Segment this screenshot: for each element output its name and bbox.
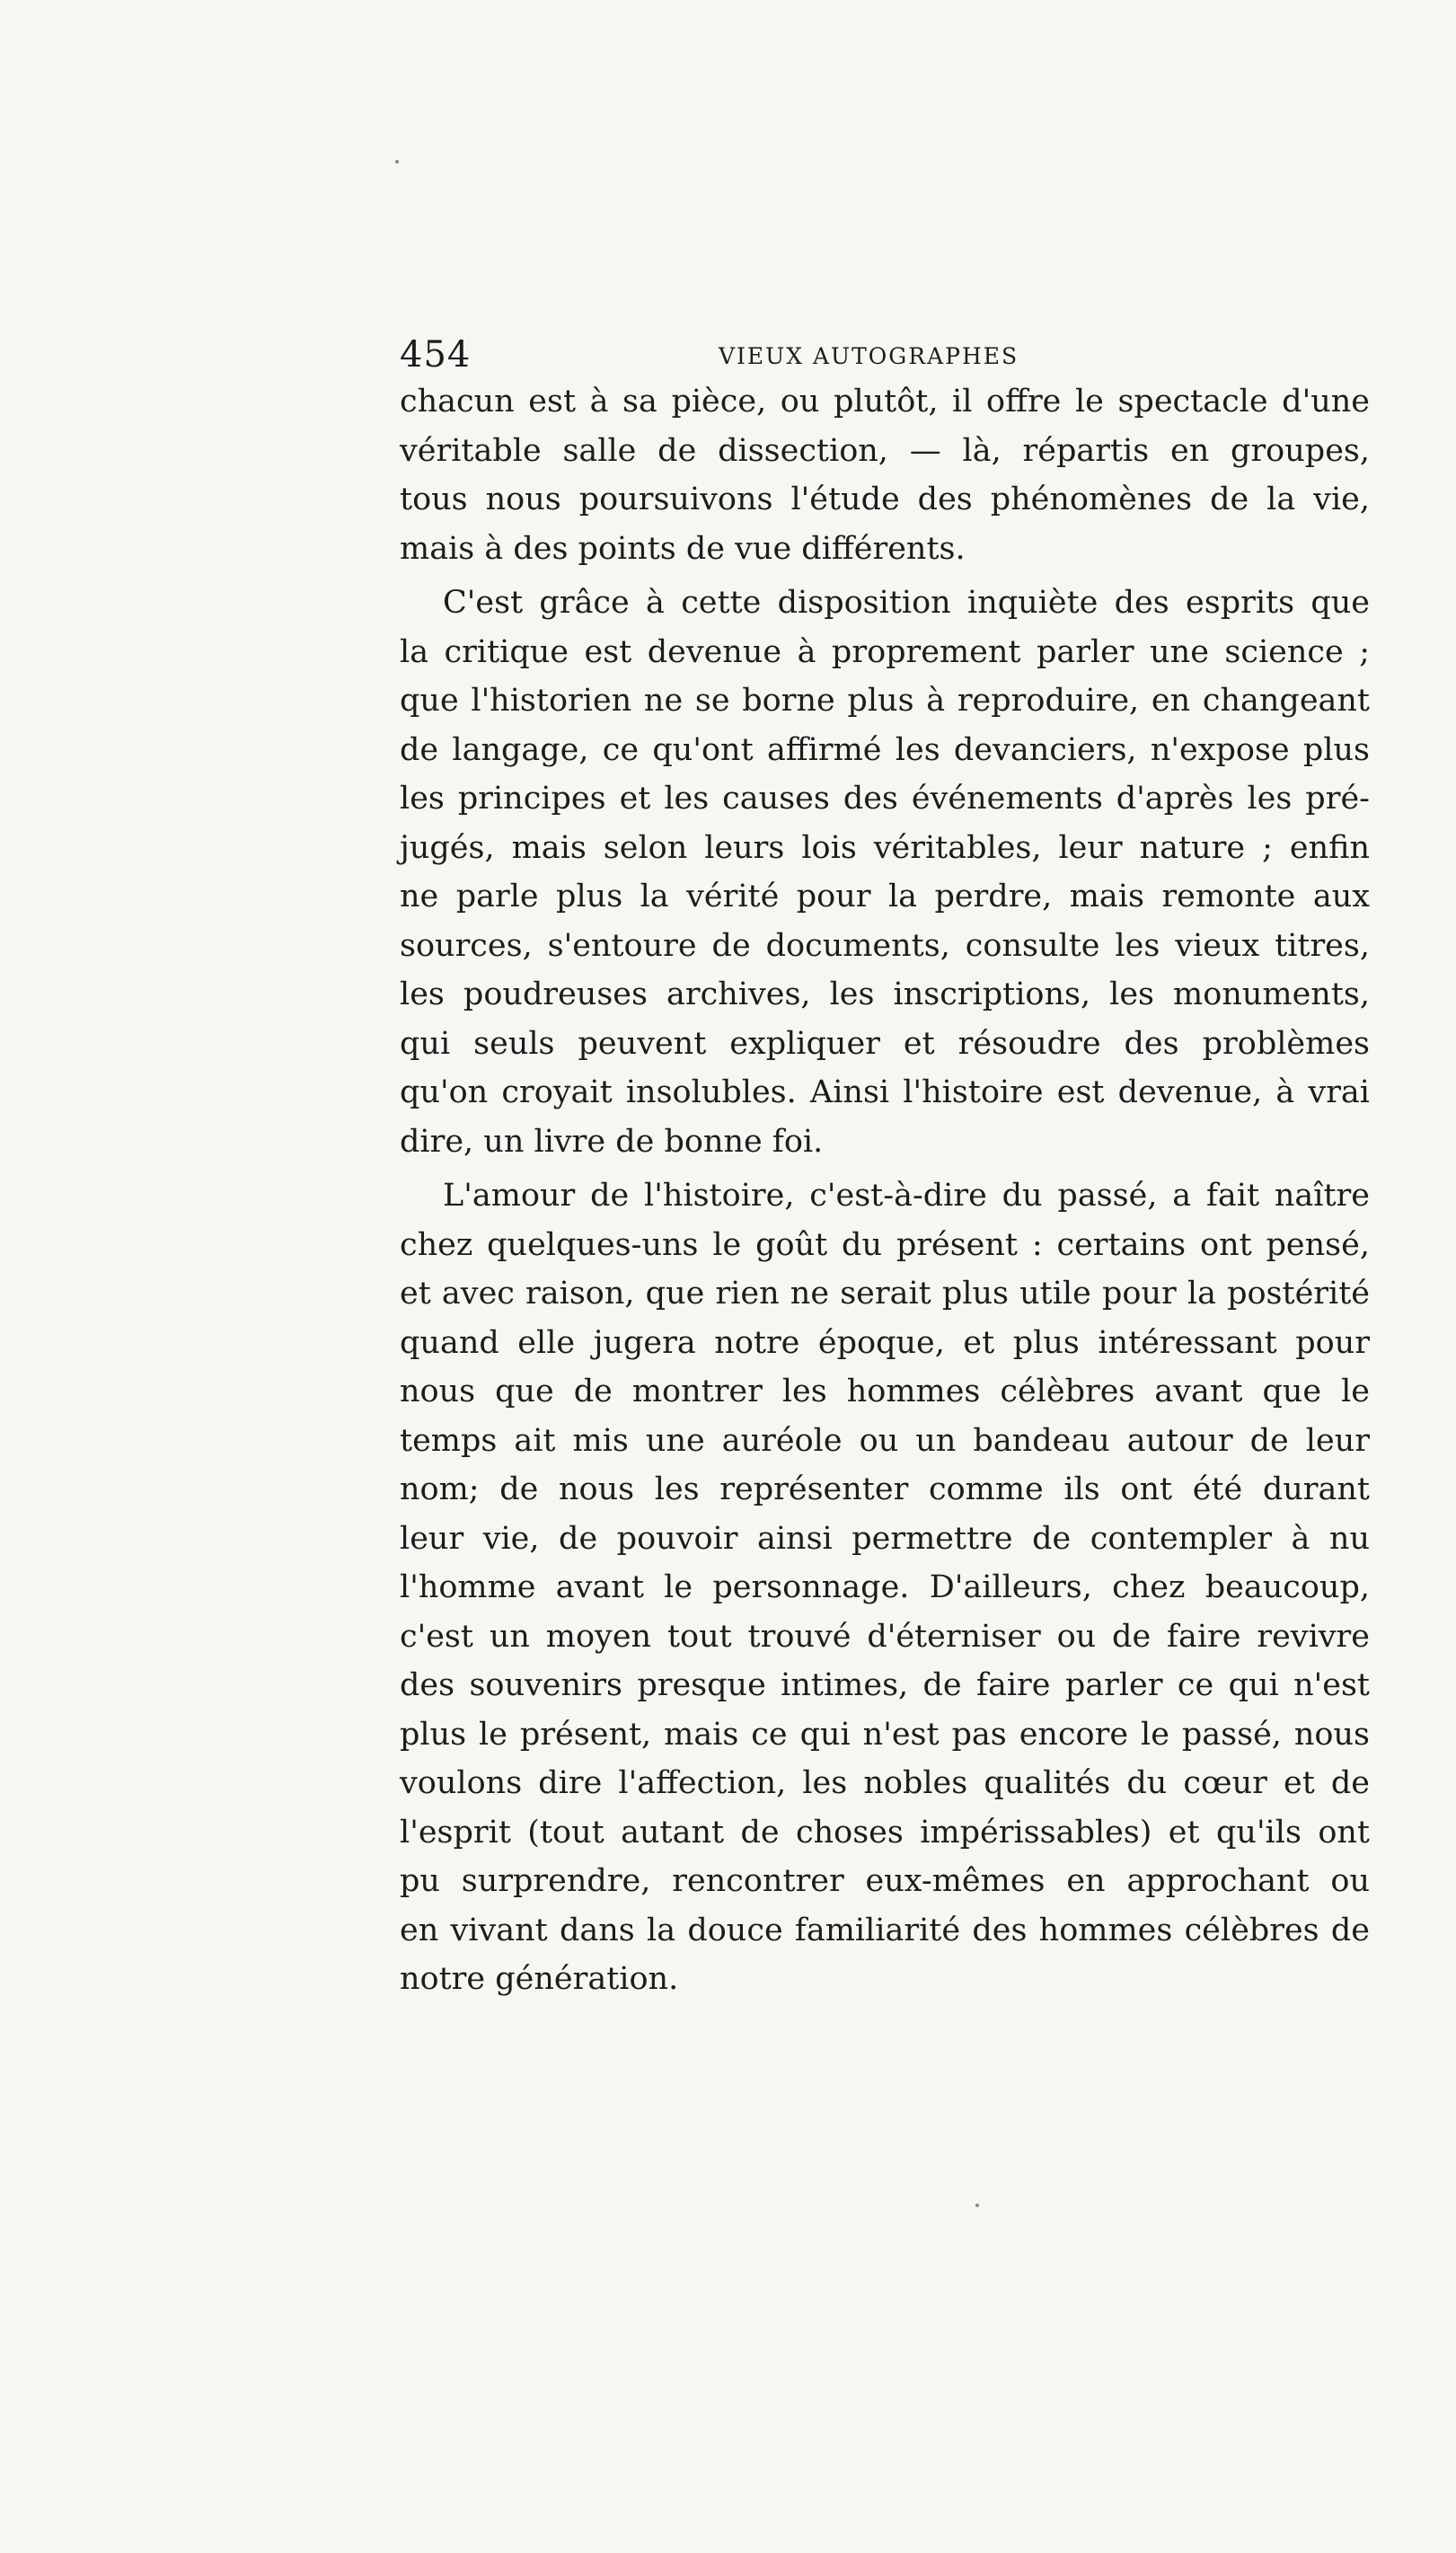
text-line: temps ait mis une auréole ou un bandeau autour de leur — [400, 1422, 1370, 1459]
text-line: chacun est à sa pièce, ou plutôt, il offre le spectacle d'une — [400, 384, 1370, 420]
text-line: notre génération. — [400, 1961, 679, 1997]
text-line: des souvenirs presque intimes, de faire parler ce qui n'est — [400, 1667, 1370, 1703]
text-line: en vivant dans la douce familiarité des hommes célèbres de — [400, 1912, 1370, 1948]
text-line: voulons dire l'affection, les nobles qualités du cœur et de — [400, 1765, 1370, 1801]
running-head: VIEUX AUTOGRAPHES — [719, 343, 1019, 369]
text-line: de langage, ce qu'ont affirmé les devanciers, n'expose plus — [400, 731, 1370, 768]
text-line: qu'on croyait insolubles. Ainsi l'histoire est devenue, à vrai — [400, 1074, 1370, 1110]
paragraph-2 — [400, 579, 1370, 1166]
text-line: et avec raison, que rien ne serait plus utile pour la postérité — [400, 1276, 1370, 1312]
text-line: plus le présent, mais ce qui n'est pas encore le passé, nous — [400, 1716, 1370, 1753]
paper-speck — [395, 160, 399, 163]
text-line: les poudreuses archives, les inscriptions, les monuments, — [400, 976, 1370, 1012]
text-line: leur vie, de pouvoir ainsi permettre de contempler à nu — [400, 1520, 1370, 1557]
text-line: l'homme avant le personnage. D'ailleurs, chez beaucoup, — [400, 1569, 1370, 1605]
page-number: 454 — [400, 334, 472, 375]
text-line: pu surprendre, rencontrer eux-mêmes en approchant ou — [400, 1863, 1370, 1899]
text-line: l'esprit (tout autant de choses impérissables) et qu'ils ont — [400, 1814, 1370, 1851]
text-line: C'est grâce à cette disposition inquiète des esprits que — [443, 585, 1370, 621]
text-line: que l'historien ne se borne plus à reproduire, en changeant — [400, 683, 1370, 719]
paper-speck — [975, 2204, 979, 2207]
text-line: qui seuls peuvent expliquer et résoudre des problèmes — [400, 1025, 1370, 1062]
text-line: véritable salle de dissection, — là, répartis en groupes, — [400, 432, 1370, 469]
text-line: tous nous poursuivons l'étude des phénomènes de la vie, — [400, 481, 1370, 517]
text-line: la critique est devenue à proprement parler une science ; — [400, 633, 1370, 670]
text-line: quand elle jugera notre époque, et plus intéressant pour — [400, 1324, 1370, 1361]
text-line: c'est un moyen tout trouvé d'éterniser ou de faire revivre — [400, 1618, 1370, 1655]
text-line: les principes et les causes des événements d'après les pré- — [400, 781, 1370, 817]
text-line: jugés, mais selon leurs lois véritables, leur nature ; enfin — [400, 829, 1370, 866]
paragraph-1 — [400, 377, 1370, 573]
text-line: mais à des points de vue différents. — [400, 530, 966, 567]
text-line: L'amour de l'histoire, c'est-à-dire du passé, a fait naître — [443, 1178, 1370, 1214]
text-line: nom; de nous les représenter comme ils ont été durant — [400, 1471, 1370, 1507]
paragraph-3 — [400, 1171, 1370, 2004]
page-header — [400, 328, 1370, 382]
text-line: sources, s'entoure de documents, consulte les vieux titres, — [400, 927, 1370, 964]
text-line: ne parle plus la vérité pour la perdre, mais remonte aux — [400, 879, 1370, 914]
text-line: dire, un livre de bonne foi. — [400, 1123, 824, 1160]
body-text — [400, 377, 1370, 2010]
text-line: chez quelques-uns le goût du présent : certains ont pensé, — [400, 1226, 1370, 1263]
text-line: nous que de montrer les hommes célèbres avant que le — [400, 1374, 1370, 1409]
